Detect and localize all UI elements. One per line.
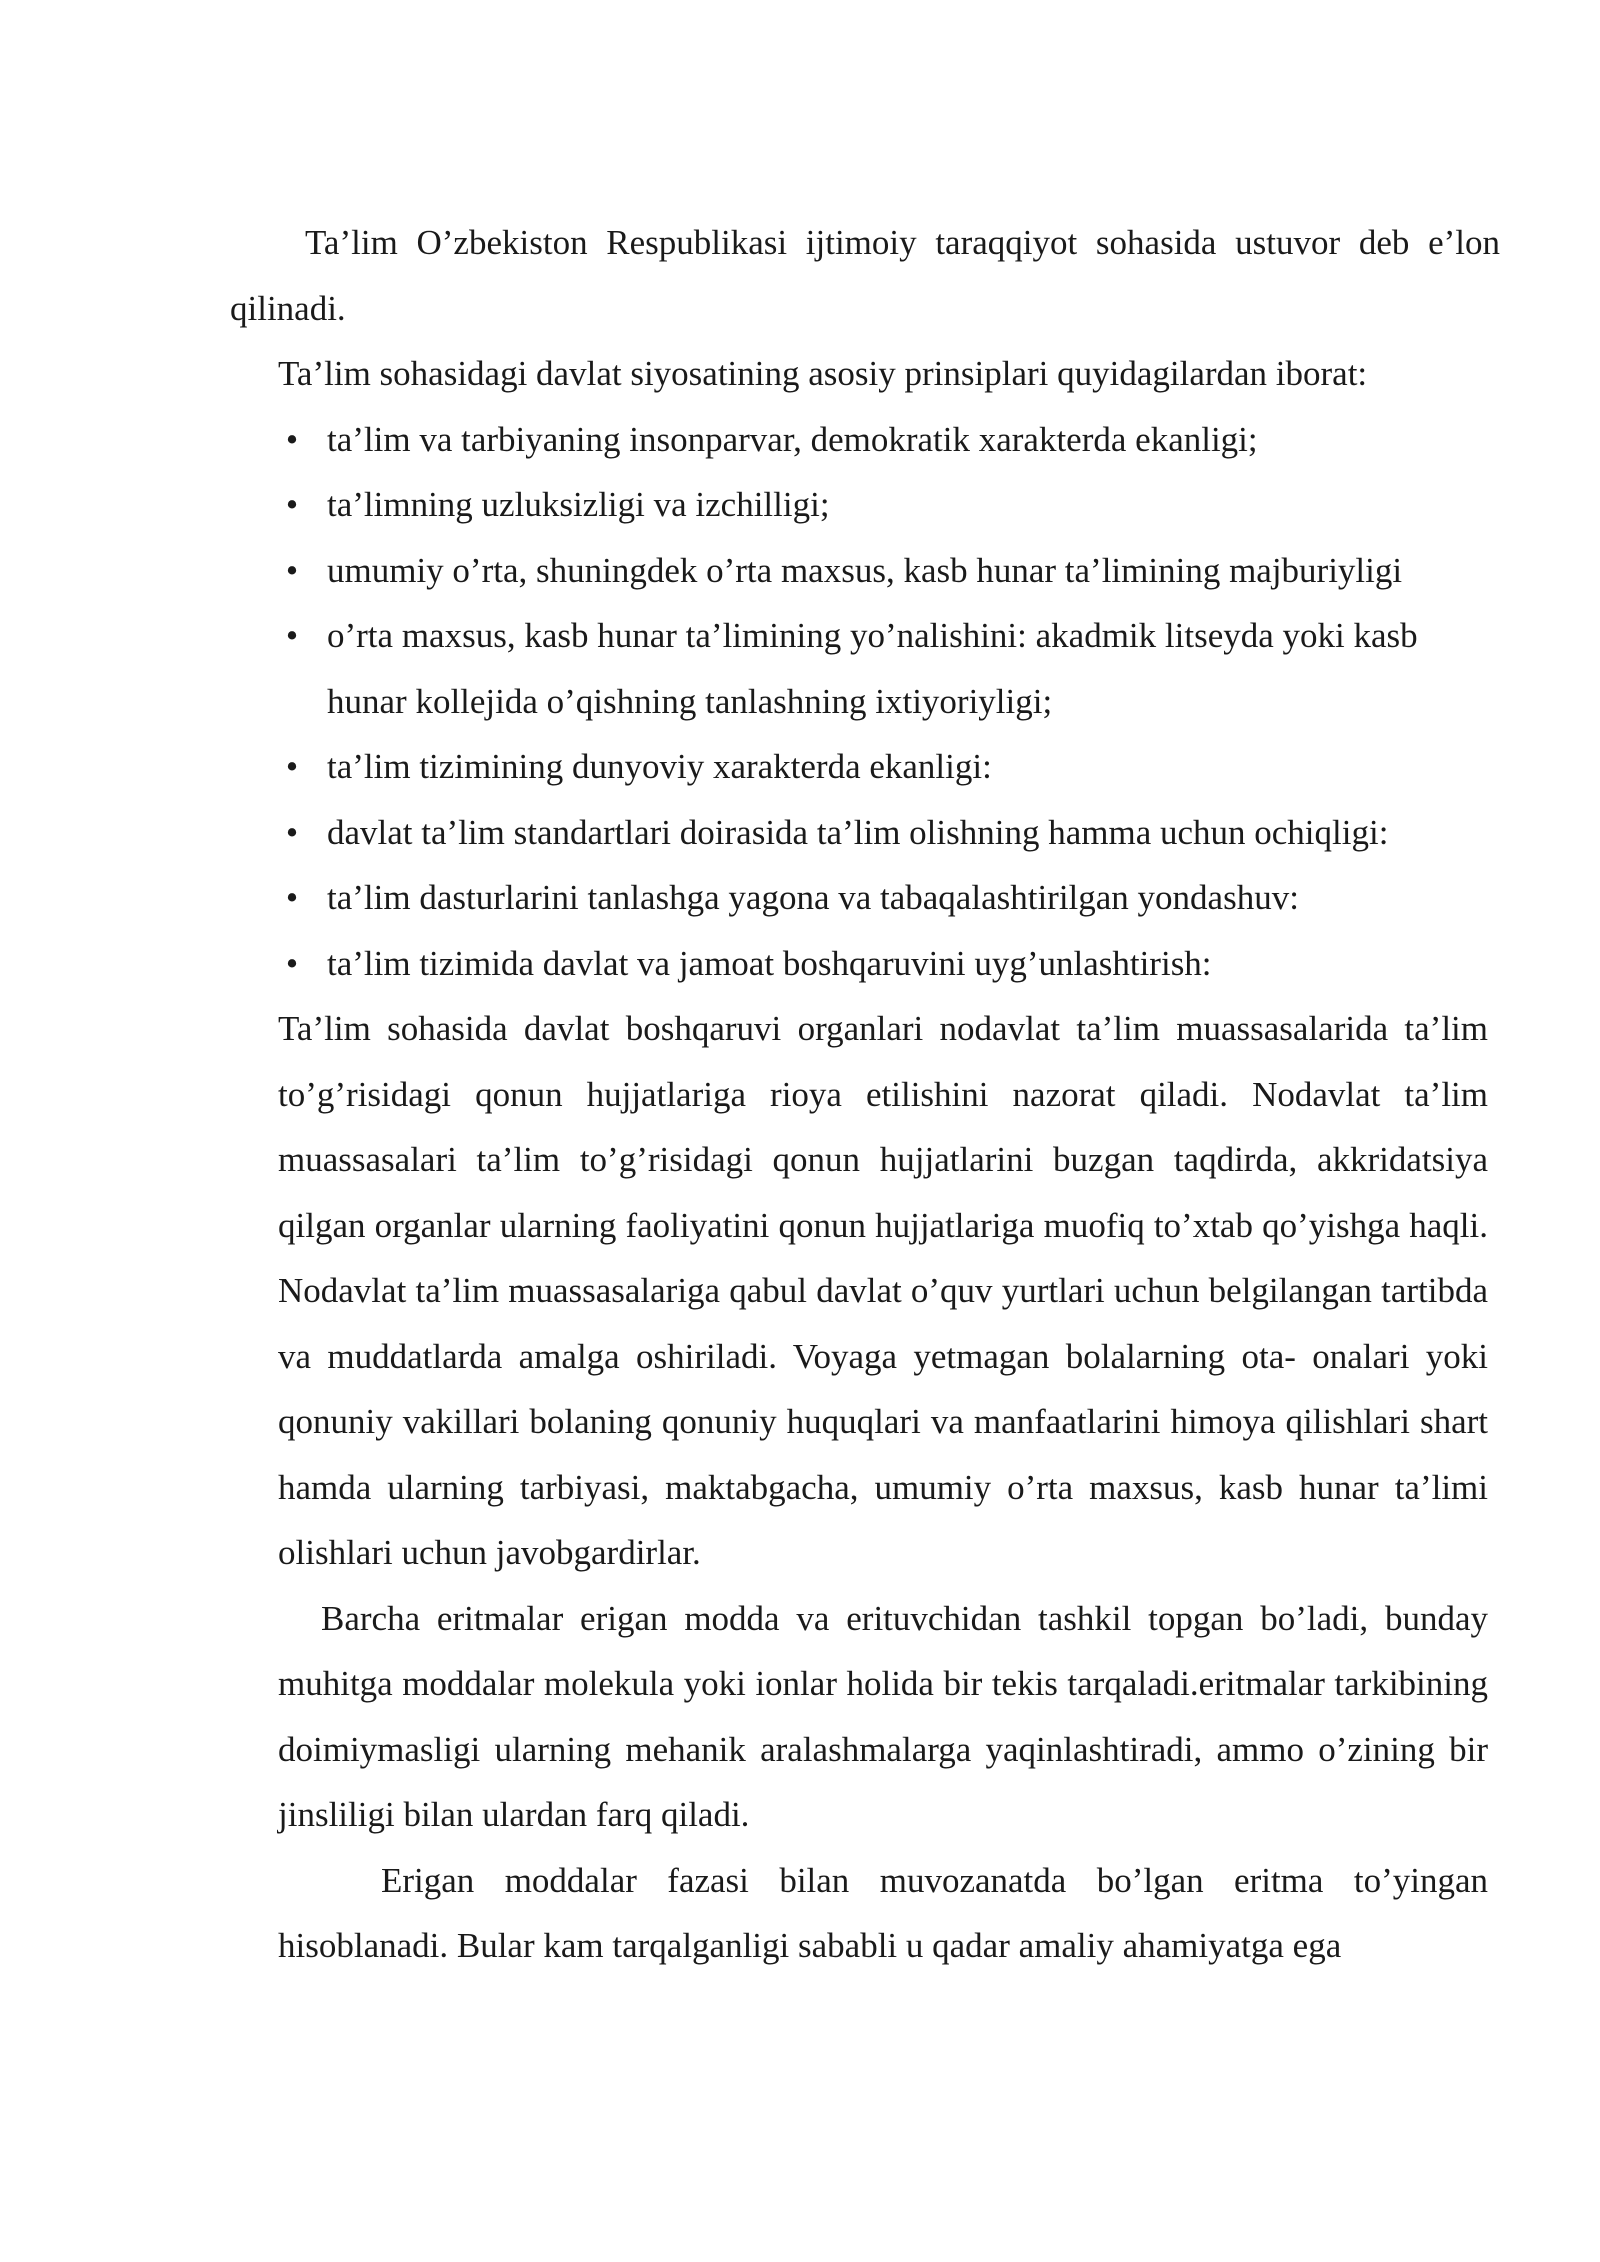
bullet-icon: • xyxy=(285,747,299,786)
list-item xyxy=(285,931,1500,997)
list-item xyxy=(285,865,1500,931)
document-body xyxy=(230,210,1500,1979)
list-item-text: umumiy o’rta, shuningdek o’rta maxsus, kasb hunar ta’limining majburiyligi xyxy=(327,550,1403,590)
list-item-text: o’rta maxsus, kasb hunar ta’limining yo’nalishini: akadmik litseyda yoki kasb hunar kollejida o’qishning tanlashning ixtiyoriyligi; xyxy=(327,616,1418,721)
list-item-text: davlat ta’lim standartlari doirasida ta’lim olishning hamma uchun ochiqligi: xyxy=(327,812,1389,852)
bullet-icon: • xyxy=(285,485,299,524)
control-paragraph: Ta’lim sohasida davlat boshqaruvi organlari nodavlat ta’lim muassasalarida ta’lim to’g’risidagi qonun hujjatlariga rioya etilishini nazorat qiladi. Nodavlat ta’lim muassasalari ta’lim to’g’risidagi qonun hujjatlarini buzgan taqdirda, akkridatsiya qilgan organlar ularning faoliyatini qonun hujjatlariga muofiq to’xtab qo’yishga haqli. Nodavlat ta’lim muassasalariga qabul davlat o’quv yurtlari uchun belgilangan tartibda va muddatlarda amalga oshiriladi. Voyaga yetmagan bolalarning ota- onalari yoki qonuniy vakillari bolaning qonuniy huquqlari va manfaatlarini himoya qilishlari shart hamda ularning tarbiyasi, maktabgacha, umumiy o’rta maxsus, kasb hunar ta’limi olishlari uchun javobgardirlar. xyxy=(278,1009,1488,1572)
solutions-paragraph: Barcha eritmalar erigan modda va erituvchidan tashkil topgan bo’ladi, bunday muhitga moddalar molekula yoki ionlar holida bir tekis tarqaladi.eritmalar tarkibining doimiymasligi ularning mehanik aralashmalarga yaqinlashtiradi, ammo o’zining bir jinsliligi bilan ulardan farq qiladi. xyxy=(278,1598,1488,1834)
list-item-text: ta’lim tizimida davlat va jamoat boshqaruvini uyg’unlashtirish: xyxy=(327,943,1212,983)
list-item xyxy=(285,538,1500,604)
bullet-icon: • xyxy=(285,550,299,590)
principles-lead: Ta’lim sohasidagi davlat siyosatining asosiy prinsiplari quyidagilardan iborat: xyxy=(278,354,1368,393)
bullet-icon: • xyxy=(285,616,299,655)
bullet-icon: • xyxy=(285,812,299,852)
list-item-text: ta’lim dasturlarini tanlashga yagona va tabaqalashtirilgan yondashuv: xyxy=(327,878,1299,917)
list-item-text: ta’lim tizimining dunyoviy xarakterda ekanligi: xyxy=(327,747,992,786)
list-item xyxy=(285,734,1500,800)
list-item xyxy=(285,800,1500,866)
bullet-icon: • xyxy=(285,419,299,459)
list-item-text: ta’limning uzluksizligi va izchilligi; xyxy=(327,485,830,524)
list-item-text: ta’lim va tarbiyaning insonparvar, demokratik xarakterda ekanligi; xyxy=(327,419,1258,459)
intro-paragraph: Ta’lim O’zbekiston Respublikasi ijtimoiy taraqqiyot sohasida ustuvor deb e’lon qilinadi. xyxy=(230,223,1500,328)
bullet-icon: • xyxy=(285,943,299,983)
saturated-solution-paragraph: Erigan moddalar fazasi bilan muvozanatda bo’lgan eritma to’yingan hisoblanadi. Bular kam tarqalganligi sababli u qadar amaliy ahamiyatga ega xyxy=(278,1860,1488,1965)
principles-list xyxy=(230,407,1500,997)
list-item xyxy=(285,472,1500,538)
list-item xyxy=(285,407,1500,473)
bullet-icon: • xyxy=(285,878,299,917)
list-item xyxy=(285,603,1500,734)
